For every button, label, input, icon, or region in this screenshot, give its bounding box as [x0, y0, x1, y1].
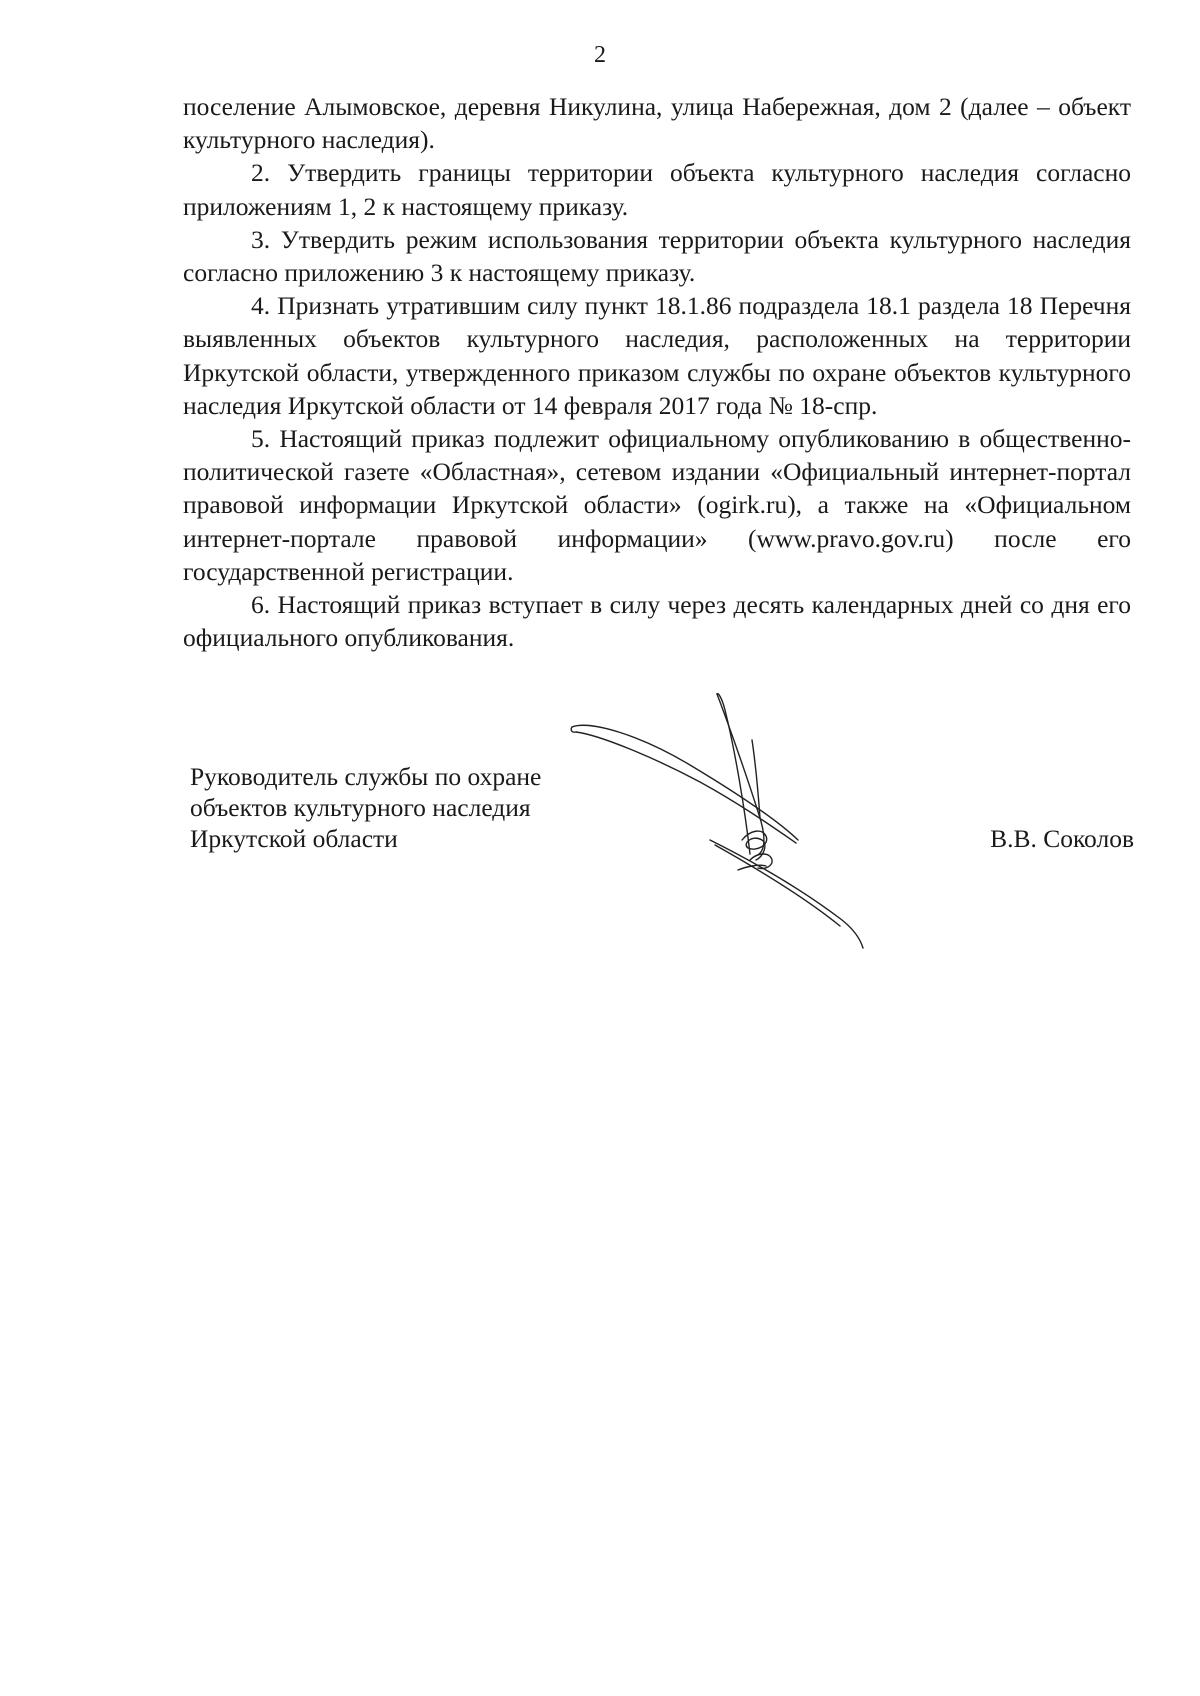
paragraph-item-5: 5. Настоящий приказ подлежит официальному опубликованию в общественно-политической газете «Областная», сетевом издании «Официальный интернет-портал правовой информации Иркутской области» (ogirk.ru), а также на «Официальном интернет-портале правовой информации» (www.pravo.gov.ru) после его государственной регистрации.	[183, 424, 1131, 586]
signer-position-line: объектов культурного наследия	[190, 793, 531, 822]
paragraph-item-3: 3. Утвердить режим использования территории объекта культурного наследия согласно приложению 3 к настоящему приказу.	[183, 224, 1131, 288]
paragraph-item-4: 4. Признать утратившим силу пункт 18.1.86 подраздела 18.1 раздела 18 Перечня выявленных объектов культурного наследия, расположенных на территории Иркутской области, утвержденного приказом службы по охране объектов культурного наследия Иркутской области от 14 февраля 2017 года № 18-спр.	[183, 291, 1131, 420]
paragraph-item-6: 6. Настоящий приказ вступает в силу через десять календарных дней со дня его официального опубликования.	[183, 590, 1131, 653]
paragraph-item-2: 2. Утвердить границы территории объекта культурного наследия согласно приложениям 1, 2 к настоящему приказу.	[183, 158, 1131, 221]
signer-position-line: Иркутской области	[190, 824, 398, 853]
document-body	[183, 90, 1131, 654]
signer-position-line: Руководитель службы по охране	[190, 762, 542, 791]
paragraph-continuation: поселение Алымовское, деревня Никулина, улица Набережная, дом 2 (далее – объект культурного наследия).	[183, 92, 1131, 155]
handwritten-signature	[560, 690, 910, 950]
page-number: 2	[594, 42, 606, 68]
signer-position	[190, 761, 541, 854]
signer-name: В.В. Соколов	[990, 824, 1134, 853]
